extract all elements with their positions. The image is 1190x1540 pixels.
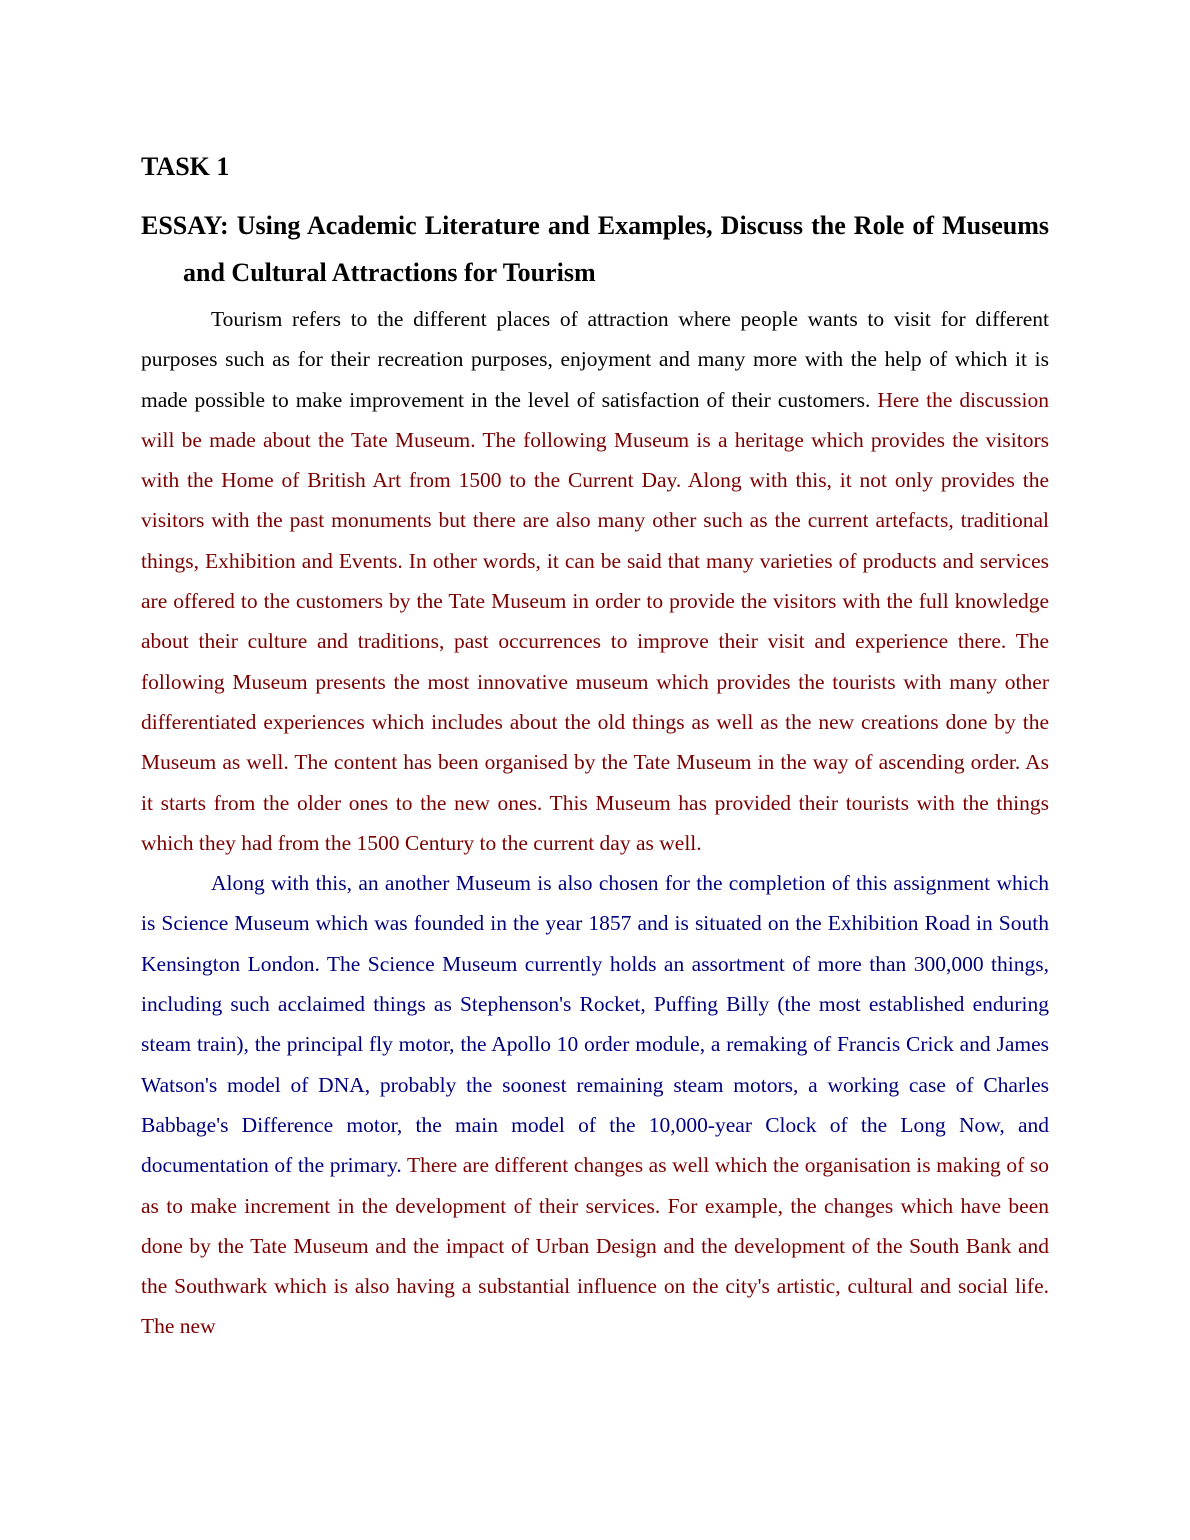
task-heading: TASK 1 [141,152,230,181]
paragraph-text-black: Tourism refers to the different places of attraction where people wants to visit for different purposes such as for their recreation purposes, enjoyment and many more with the help of which it is made possible to make improvement in the level of satisfaction of their customers. [141,307,1049,412]
paragraph-text-red-2: There are different changes as well which the organisation is making of so as to make increment in the development of their services. For example, the changes which have been done by the Tate Museum and the impact of Urban Design and the development of the South Bank and the Southwark which is also having a substantial influence on the city's artistic, cultural and social life. The new [141,1153,1049,1339]
paragraph-text-red: Here the discussion will be made about the Tate Museum. The following Museum is a heritage which provides the visitors with the Home of British Art from 1500 to the Current Day. Along with this, it not only provides the visitors with the past monuments but there are also many other such as the current artefacts, traditional things, Exhibition and Events. In other words, it can be said that many varieties of products and services are offered to the customers by the Tate Museum in order to provide the visitors with the full knowledge about their culture and traditions, past occurrences to improve their visit and experience there. The following Museum presents the most innovative museum which provides the tourists with many other differentiated experiences which includes about the old things as well as the new creations done by the Museum as well. The content has been organised by the Tate Museum in the way of ascending order. As it starts from the older ones to the new ones. This Museum has provided their tourists with the things which they had from the 1500 Century to the current day as well. [141,387,1049,855]
paragraph-tourism-tate [141,299,1049,863]
document-page [141,148,1049,1347]
essay-heading: ESSAY: Using Academic Literature and Examples, Discuss the Role of Museums and Cultural Attractions for Tourism [141,211,1049,287]
paragraph-text-blue: Along with this, an another Museum is also chosen for the completion of this assignment which is Science Museum which was founded in the year 1857 and is situated on the Exhibition Road in South Kensington London. The Science Museum currently holds an assortment of more than 300,000 things, including such acclaimed things as Stephenson's Rocket, Puffing Billy (the most established enduring steam train), the principal fly motor, the Apollo 10 order module, a remaking of Francis Crick and James Watson's model of DNA, probably the soonest remaining steam motors, a working case of Charles Babbage's Difference motor, the main model of the 10,000-year Clock of the Long Now, and documentation of the primary. [141,871,1049,1178]
paragraph-science-museum [141,863,1049,1347]
